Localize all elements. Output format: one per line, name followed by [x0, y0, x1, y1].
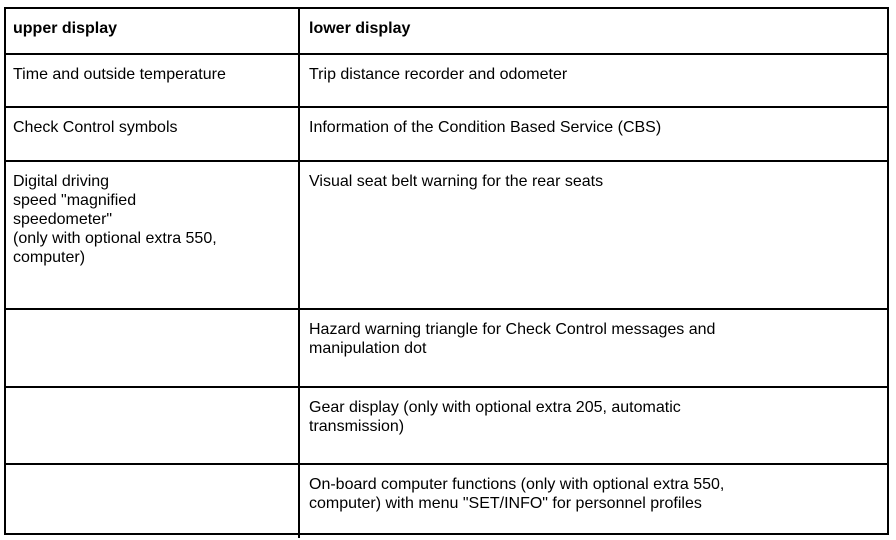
- lower-display-cell: Visual seat belt warning for the rear seats: [299, 161, 887, 309]
- lower-display-cell: Gear display (only with optional extra 205, automatic transmission): [299, 387, 887, 464]
- upper-display-cell: Digital driving speed "magnified speedometer" (only with optional extra 550, computer): [6, 161, 299, 309]
- display-table-frame: [4, 7, 889, 535]
- header-upper-display: upper display: [6, 9, 299, 54]
- lower-display-cell: Trip distance recorder and odometer: [299, 54, 887, 107]
- upper-display-cell: Check Control symbols: [6, 107, 299, 161]
- lower-display-cell: Information of the Condition Based Service (CBS): [299, 107, 887, 161]
- upper-display-cell: [6, 309, 299, 387]
- upper-display-cell: Time and outside temperature: [6, 54, 299, 107]
- lower-display-cell: On-board computer functions (only with optional extra 550, computer) with menu "SET/INFO" for personnel profiles: [299, 464, 887, 538]
- table-row: [6, 387, 887, 464]
- display-table: [6, 9, 887, 538]
- table-row: [6, 54, 887, 107]
- header-lower-display: lower display: [299, 9, 887, 54]
- lower-display-cell: Hazard warning triangle for Check Control messages and manipulation dot: [299, 309, 887, 387]
- table-row: [6, 107, 887, 161]
- upper-display-cell: [6, 464, 299, 538]
- table-row: [6, 309, 887, 387]
- table-row: [6, 464, 887, 538]
- table-header-row: [6, 9, 887, 54]
- table-row: [6, 161, 887, 309]
- upper-display-cell: [6, 387, 299, 464]
